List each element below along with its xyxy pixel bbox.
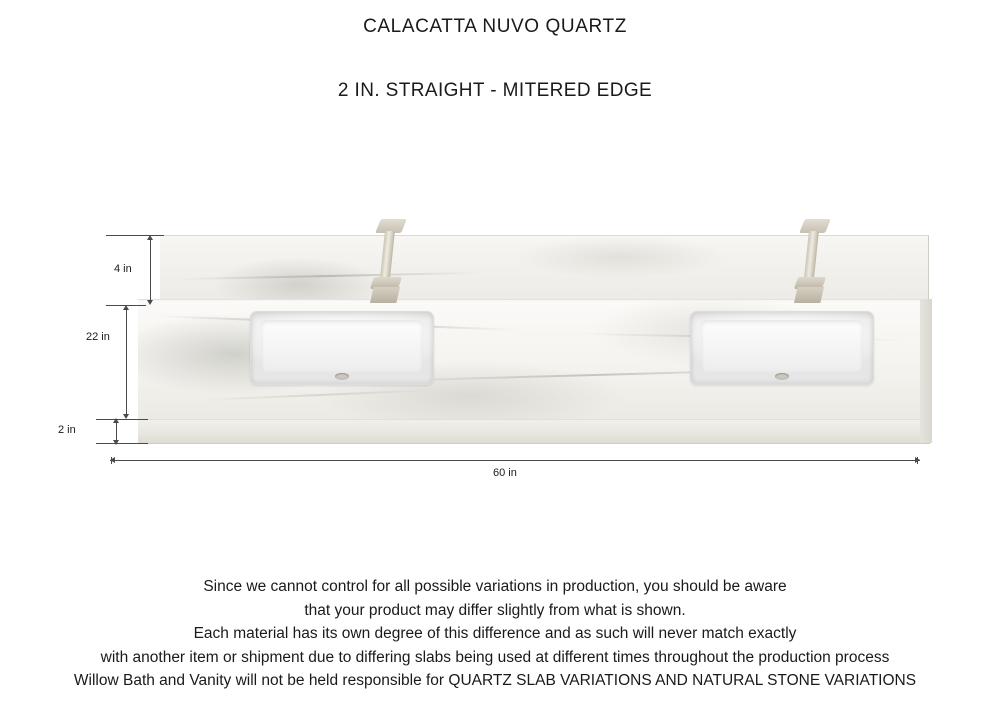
faucet-right [792,219,832,305]
arrow-icon [110,457,115,463]
arrow-icon [123,414,129,419]
title-block [0,16,990,102]
disclaimer-line-2: that your product may differ slightly from what is shown. [304,601,686,619]
extension-line-top [106,235,164,236]
dim-label-edge-thickness: 2 in [58,424,76,436]
arrow-icon [147,235,153,240]
marble-vein [201,389,438,401]
dim-label-width: 60 in [493,467,517,479]
disclaimer-line-3: Each material has its own degree of this difference and as such will never match exactly [193,625,797,642]
faucet-base [370,287,400,303]
sink-basin-left [250,311,434,385]
disclaimer-line-1: Since we cannot control for all possible variations in production, you should be aware [203,578,787,595]
disclaimer-line-4: with another item or shipment due to differing slabs being used at different times throughout the production process [100,648,890,666]
disclaimer-line-5: Willow Bath and Vanity will not be held responsible for QUARTZ SLAB VARIATIONS AND NATURAL STONE VARIATIONS [73,672,917,689]
arrow-icon [915,457,920,463]
extension-line-apron-bottom [96,443,148,444]
dim-label-backsplash-height: 4 in [114,263,132,275]
page-subtitle: 2 IN. STRAIGHT - MITERED EDGE [337,80,653,101]
arrow-icon [147,300,153,305]
disclaimer-text [0,575,990,693]
basin-inner [701,320,863,372]
basin-inner [261,320,423,372]
right-side-return [920,299,932,443]
arrow-icon [113,418,119,423]
dim-label-depth: 22 in [86,331,110,343]
arrow-icon [123,305,129,310]
faucet-base [794,287,824,303]
drain-icon [335,373,349,380]
drain-icon [775,373,789,380]
sink-basin-right [690,311,874,385]
mitered-edge-apron [138,419,930,444]
product-illustration [58,215,930,480]
dim-line-width [110,460,920,461]
dim-line-depth [126,307,127,417]
dim-line-backsplash-height [150,237,151,303]
faucet-left [368,219,408,305]
extension-line-counter-bottom [96,419,148,420]
arrow-icon [113,440,119,445]
page-title: CALACATTA NUVO QUARTZ [363,16,627,37]
